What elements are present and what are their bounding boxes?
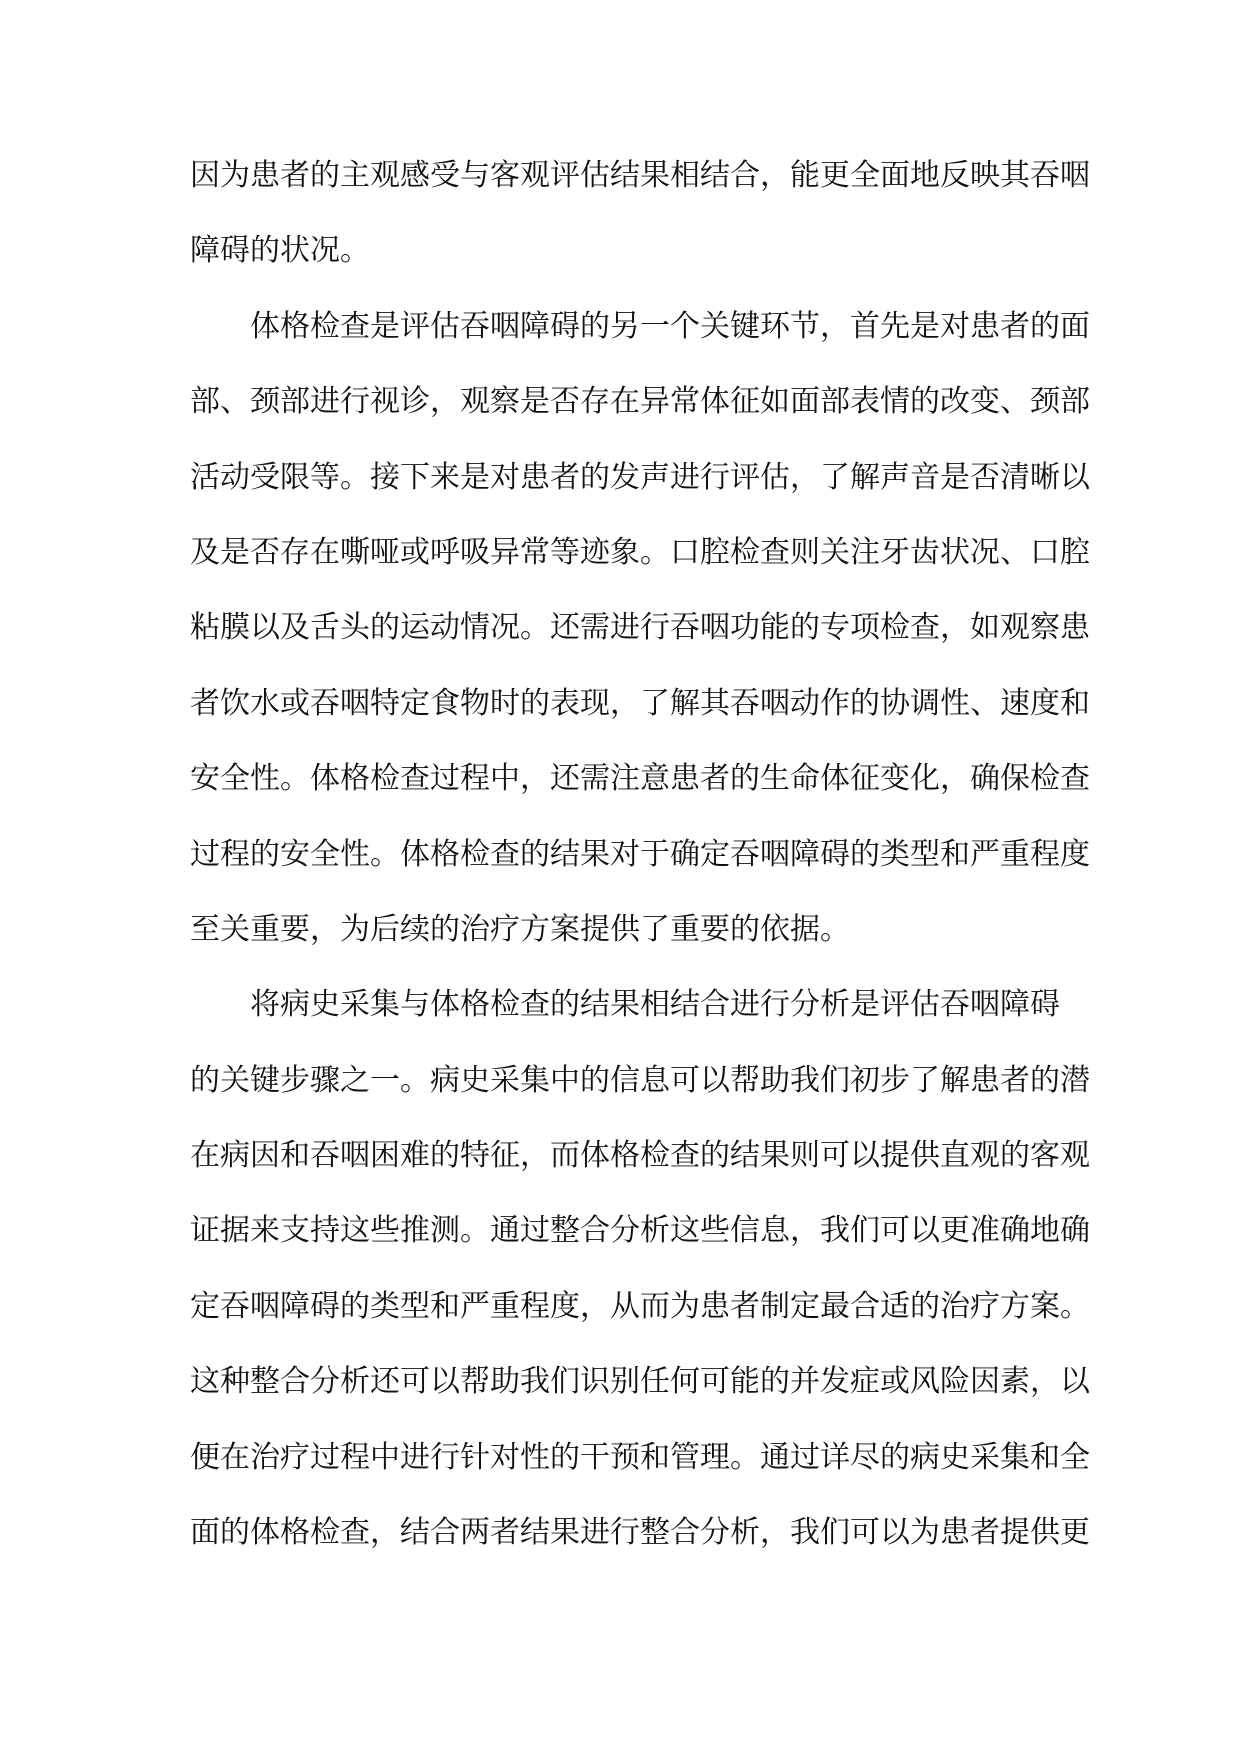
text-line: 面的体格检查，结合两者结果进行整合分析，我们可以为患者提供更 xyxy=(190,1515,1090,1551)
text-line: 及是否存在嘶哑或呼吸异常等迹象。口腔检查则关注牙齿状况、口腔 xyxy=(190,534,1090,570)
text-line: 定吞咽障碍的类型和严重程度，从而为患者制定最合适的治疗方案。 xyxy=(190,1288,1090,1324)
paragraph-2 xyxy=(190,289,1090,968)
text-line: 者饮水或吞咽特定食物时的表现，了解其吞咽动作的协调性、速度和 xyxy=(190,685,1090,721)
paragraph-1 xyxy=(190,138,1090,289)
text-line: 体格检查是评估吞咽障碍的另一个关键环节，首先是对患者的面 xyxy=(250,308,1090,344)
text-line: 证据来支持这些推测。通过整合分析这些信息，我们可以更准确地确 xyxy=(190,1213,1090,1249)
text-line: 安全性。体格检查过程中，还需注意患者的生命体征变化，确保检查 xyxy=(190,761,1090,797)
text-line: 的关键步骤之一。病史采集中的信息可以帮助我们初步了解患者的潜 xyxy=(190,1062,1090,1098)
paragraph-3 xyxy=(190,967,1090,1570)
text-line: 过程的安全性。体格检查的结果对于确定吞咽障碍的类型和严重程度 xyxy=(190,836,1090,872)
text-line: 在病因和吞咽困难的特征，而体格检查的结果则可以提供直观的客观 xyxy=(190,1138,1090,1174)
text-line: 至关重要，为后续的治疗方案提供了重要的依据。 xyxy=(190,911,850,947)
text-line: 这种整合分析还可以帮助我们识别任何可能的并发症或风险因素，以 xyxy=(190,1364,1090,1400)
text-line: 便在治疗过程中进行针对性的干预和管理。通过详尽的病史采集和全 xyxy=(190,1439,1090,1475)
text-line: 将病史采集与体格检查的结果相结合进行分析是评估吞咽障碍 xyxy=(250,987,1060,1023)
text-line: 活动受限等。接下来是对患者的发声进行评估，了解声音是否清晰以 xyxy=(190,459,1090,495)
text-line: 部、颈部进行视诊，观察是否存在异常体征如面部表情的改变、颈部 xyxy=(190,384,1090,420)
text-line: 粘膜以及舌头的运动情况。还需进行吞咽功能的专项检查，如观察患 xyxy=(190,610,1090,646)
text-line: 障碍的状况。 xyxy=(190,233,370,269)
text-line: 因为患者的主观感受与客观评估结果相结合，能更全面地反映其吞咽 xyxy=(190,158,1090,193)
document-body xyxy=(190,138,1090,1570)
